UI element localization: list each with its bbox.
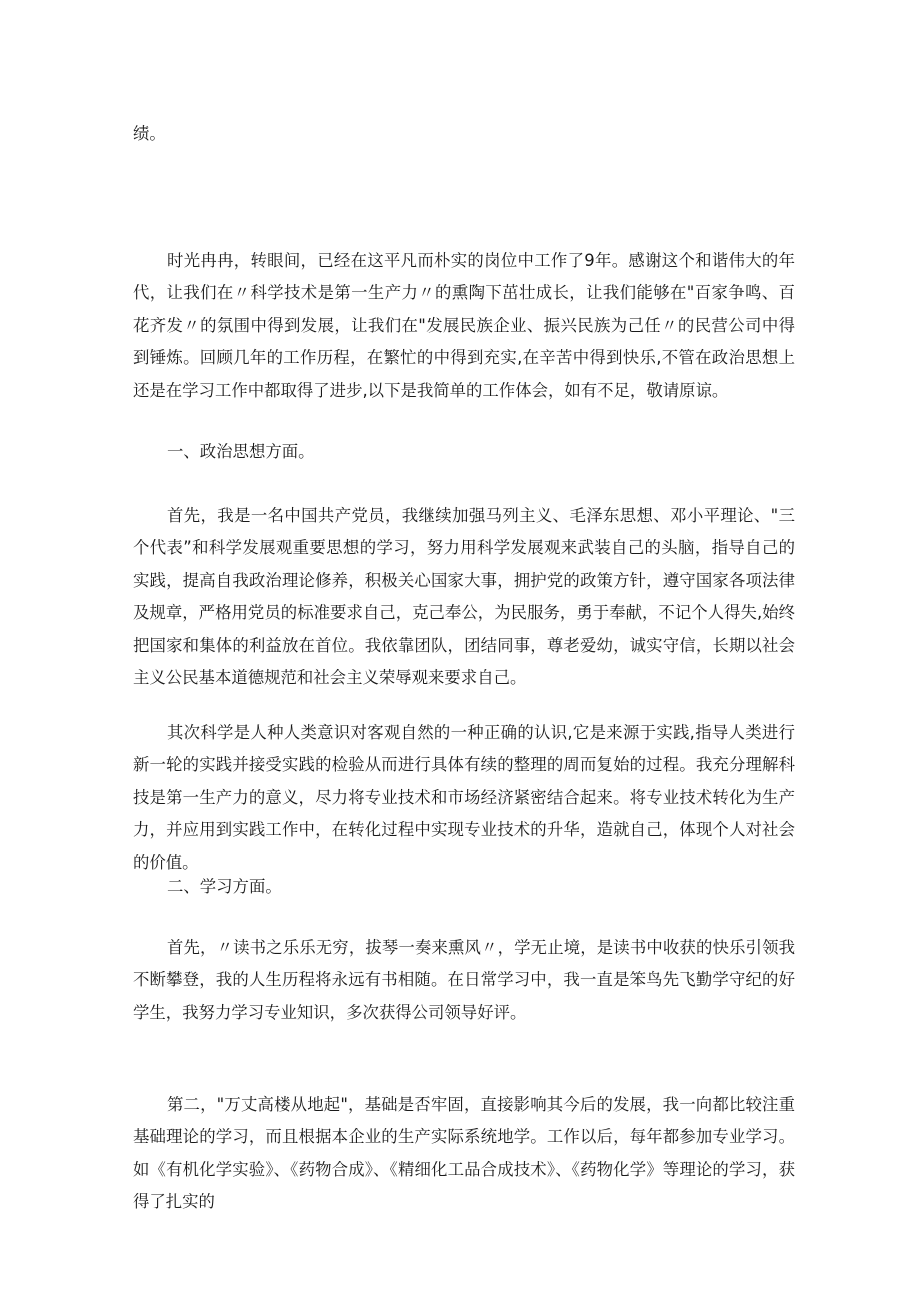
paragraph-study-first: 首先，〃读书之乐乐无穷，拔琴一奏来熏风〃，学无止境，是读书中收获的快乐引领我不断攀登，我的人生历程将永远有书相随。在日常学习中，我一直是笨鸟先飞勤学守纪的好学生，我努力学习专业知识，多次获得公司领导好评。 <box>133 938 795 1022</box>
section-heading-political: 一、政治思想方面。 <box>167 442 315 461</box>
paragraph-political-first: 首先，我是一名中国共产党员，我继续加强马列主义、毛泽东思想、邓小平理论、"三个代表”和科学发展观重要思想的学习，努力用科学发展观来武装自己的头脑，指导自己的实践，提高自我政治理论修养，积极关心国家大事，拥护党的政策方针，遵守国家各项法律及规章，严格用党员的标准要求自己，克己奉公，为民服务，勇于奉献，不记个人得失,始终把国家和集体的利益放在首位。我依靠团队，团结同事，尊老爱幼，诚实守信，长期以社会主义公民基本道德规范和社会主义荣辱观来要求自己。 <box>133 506 795 688</box>
section-heading-study: 二、学习方面。 <box>167 877 282 896</box>
paragraph-study-second: 第二，"万丈高楼从地起"，基础是否牢固，直接影响其今后的发展，我一向都比较注重基础理论的学习，而且根据本企业的生产实际系统地学。工作以后，每年都参加专业学习。如《有机化学实验》、《药物合成》、《精细化工品合成技术》、《药物化学》等理论的学习，获得了扎实的 <box>133 1095 795 1212</box>
paragraph-continuation: 绩。 <box>133 124 166 143</box>
paragraph-intro: 时光冉冉，转眼间，已经在这平凡而朴实的岗位中工作了9年。感谢这个和谐伟大的年代，让我们在〃科学技术是第一生产力〃的熏陶下茁壮成长，让我们能够在"百家争鸣、百花齐发〃的氛围中得到发展，让我们在"发展民族企业、振兴民族为己任〃的民营公司中得到锤炼。回顾几年的工作历程，在繁忙的中得到充实,在辛苦中得到快乐,不管在政治思想上还是在学习工作中都取得了进步,以下是我简单的工作体会，如有不足，敬请原谅。 <box>133 251 795 400</box>
paragraph-political-second: 其次科学是人种人类意识对客观自然的一种正确的认识,它是来源于实践,指导人类进行新一轮的实践并接受实践的检验从而进行具体有续的整理的周而复始的过程。我充分理解科技是第一生产力的意义，尽力将专业技术和市场经济紧密结合起来。将专业技术转化为生产力，并应用到实践工作中，在转化过程中实现专业技术的升华，造就自己，体现个人对社会的价值。 <box>133 723 795 872</box>
